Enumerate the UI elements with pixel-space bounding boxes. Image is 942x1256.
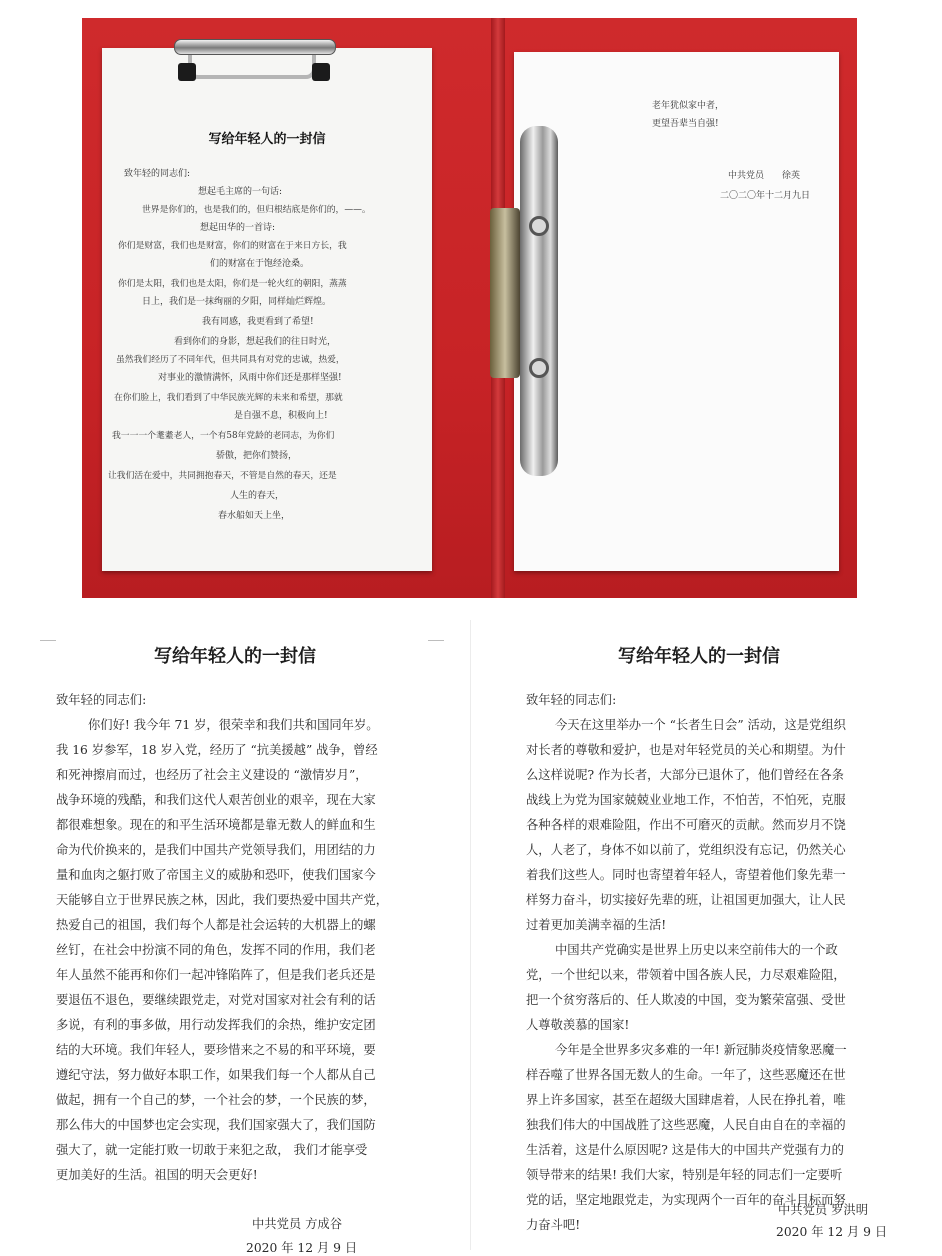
right-page-line: 样努力奋斗，切实接好先辈的班，让祖国更加强大，让人民 bbox=[526, 893, 846, 907]
right-page-line: 中国共产党确实是世界上历史以来空前伟大的一个政 bbox=[555, 943, 838, 957]
right-page-salutation: 致年轻的同志们: bbox=[526, 693, 617, 707]
right-page-title: 写给年轻人的一封信 bbox=[618, 646, 780, 667]
photo-line: 想起田华的一首诗: bbox=[200, 223, 276, 233]
photo-line: 你们是太阳，我们也是太阳，你们是一轮火红的朝阳，蒸蒸 bbox=[118, 279, 347, 289]
photo-line: 骄傲，把你们赞扬， bbox=[216, 451, 298, 461]
binder-clip bbox=[520, 126, 558, 476]
photo-line: 日上，我们是一抹绚丽的夕阳，同样灿烂辉煌。 bbox=[142, 297, 332, 307]
photo-line: 虽然我们经历了不同年代，但共同具有对党的忠诚，热爱， bbox=[116, 355, 345, 365]
photo-line: 看到你们的身影，想起我们的往日时光， bbox=[174, 337, 337, 347]
left-page-line: 你们好! 我今年 71 岁，很荣幸和我们共和国同年岁。 bbox=[88, 718, 379, 732]
photo-line: 你们是财富，我们也是财富，你们的财富在于来日方长，我 bbox=[118, 241, 347, 251]
photo-line: 我一一一个耄耋老人，一个有58年党龄的老同志，为你们 bbox=[112, 431, 335, 441]
right-page-line: 么这样说呢? 作为长者，大部分已退休了，他们曾经在各条 bbox=[526, 768, 844, 782]
left-page-title: 写给年轻人的一封信 bbox=[154, 646, 316, 667]
left-page-line: 都很难想象。现在的和平生活环境都是靠无数人的鲜血和生 bbox=[56, 818, 376, 832]
photo-line: 们的财富在于饱经沧桑。 bbox=[210, 259, 310, 269]
left-page-line: 热爱自己的祖国，我们每个人都是社会运转的大机器上的螺 bbox=[56, 918, 376, 932]
page-edge bbox=[40, 640, 56, 641]
page-divider bbox=[470, 620, 471, 1250]
binder-hole bbox=[529, 216, 549, 236]
photo-line: 更望吾辈当自强! bbox=[652, 119, 719, 129]
photo-line: 想起毛主席的一句话: bbox=[198, 187, 283, 197]
left-page-line: 做起，拥有一个自己的梦，一个社会的梦，一个民族的梦， bbox=[56, 1093, 376, 1107]
left-page-line: 强大了，就一定能打败一切敢于来犯之敌， 我们才能享受 bbox=[56, 1143, 368, 1157]
right-page-date: 2020 年 12 月 9 日 bbox=[776, 1225, 888, 1239]
left-page-signer: 中共党员 方成谷 bbox=[252, 1217, 342, 1231]
right-page-line: 独我们伟大的中国战胜了这些恶魔，人民自由自在的幸福的 bbox=[526, 1118, 846, 1132]
photo-left-sheet bbox=[102, 48, 432, 571]
right-page-line: 战线上为党为国家兢兢业业地工作，不怕苦，不怕死，克服 bbox=[526, 793, 846, 807]
right-page-line: 界上许多国家，甚至在超级大国肆虐着，人民在挣扎着，唯 bbox=[526, 1093, 846, 1107]
left-page-line: 更加美好的生活。祖国的明天会更好! bbox=[56, 1168, 258, 1182]
photo-line: 对事业的激情满怀，风雨中你们还是那样坚强! bbox=[158, 373, 342, 383]
photo-line: 在你们脸上，我们看到了中华民族光辉的未来和希望，那就 bbox=[114, 393, 343, 403]
left-page-line: 那么伟大的中国梦也定会实现，我们国家强大了，我们国防 bbox=[56, 1118, 376, 1132]
left-page-line: 结的大环境。我们年轻人，要珍惜来之不易的和平环境，要 bbox=[56, 1043, 376, 1057]
right-page-line: 党的话，坚定地跟党走，为实现两个一百年的奋斗目标而努 bbox=[526, 1193, 846, 1207]
right-page-line: 力奋斗吧! bbox=[526, 1218, 581, 1232]
right-page-line: 生活着，这是什么原因呢? 这是伟大的中国共产党强有力的 bbox=[526, 1143, 844, 1157]
left-page-line: 我 16 岁参军，18 岁入党，经历了 “抗美援越” 战争，曾经 bbox=[56, 743, 378, 757]
photo-right-sheet bbox=[514, 52, 839, 571]
left-page-line: 遵纪守法，努力做好本职工作，如果我们每一个人都从自己 bbox=[56, 1068, 376, 1082]
left-page-line: 命为代价换来的，是我们中国共产党领导我们，用团结的力 bbox=[56, 843, 376, 857]
right-page-line: 人，人老了，身体不如以前了，党组织没有忘记，仍然关心 bbox=[526, 843, 846, 857]
right-page-line: 样吞噬了世界各国无数人的生命。一年了，这些恶魔还在世 bbox=[526, 1068, 846, 1082]
binder-plate bbox=[490, 208, 520, 378]
right-page-line: 着我们这些人。同时也寄望着年轻人，寄望着他们象先辈一 bbox=[526, 868, 846, 882]
right-page-line: 对长者的尊敬和爱护，也是对年轻党员的关心和期望。为什 bbox=[526, 743, 846, 757]
left-page-date: 2020 年 12 月 9 日 bbox=[246, 1241, 358, 1255]
right-page-line: 党，一个世纪以来，带领着中国各族人民，力尽艰难险阻， bbox=[526, 968, 846, 982]
right-page-line: 把一个贫穷落后的、任人欺凌的中国，变为繁荣富强、受世 bbox=[526, 993, 846, 1007]
photo-line: 让我们活在爱中，共同拥抱春天，不管是自然的春天，还是 bbox=[108, 471, 337, 481]
left-page-line: 量和血肉之躯打败了帝国主义的威胁和恐吓，使我们国家今 bbox=[56, 868, 376, 882]
left-page-line: 多说，有利的事多做，用行动发挥我们的余热，维护安定团 bbox=[56, 1018, 376, 1032]
left-page-line: 和死神擦肩而过，也经历了社会主义建设的 “激情岁月”， bbox=[56, 768, 368, 782]
right-page-line: 今天在这里举办一个 “长者生日会” 活动，这是党组织 bbox=[555, 718, 846, 732]
clipboard-clip bbox=[174, 39, 334, 79]
right-page-line: 各种各样的艰难险阻，作出不可磨灭的贡献。然而岁月不饶 bbox=[526, 818, 846, 832]
photo-line: 春水船如天上坐， bbox=[218, 511, 291, 521]
photo-left-title: 写给年轻人的一封信 bbox=[208, 132, 326, 147]
right-page-line: 人尊敬羡慕的国家! bbox=[526, 1018, 630, 1032]
left-page-line: 年人虽然不能再和你们一起冲锋陷阵了，但是我们老兵还是 bbox=[56, 968, 376, 982]
left-page-line: 要退伍不退色，要继续跟党走，对党对国家对社会有利的话 bbox=[56, 993, 376, 1007]
left-page-line: 天能够自立于世界民族之林，因此，我们要热爱中国共产党， bbox=[56, 893, 389, 907]
left-page-line: 战争环境的残酷，和我们这代人艰苦创业的艰辛，现在大家 bbox=[56, 793, 376, 807]
left-page-line: 丝钉，在社会中扮演不同的角色，发挥不同的作用，我们老 bbox=[56, 943, 376, 957]
photo-date: 二〇二〇年十二月九日 bbox=[720, 191, 811, 201]
right-page-signer: 中共党员 罗洪明 bbox=[778, 1203, 868, 1217]
right-page-line: 过着更加美满幸福的生活! bbox=[526, 918, 667, 932]
photo-signer: 中共党员 徐英 bbox=[728, 171, 801, 181]
binder-hole bbox=[529, 358, 549, 378]
photo-line: 我有同感，我更看到了希望! bbox=[202, 317, 314, 327]
photo-line: 是自强不息，积极向上! bbox=[234, 411, 328, 421]
folder-photo bbox=[82, 18, 857, 598]
photo-line: 致年轻的同志们: bbox=[124, 169, 191, 179]
photo-line: 老年犹似家中者， bbox=[652, 101, 725, 111]
page-edge bbox=[428, 640, 444, 641]
photo-line: 人生的春天， bbox=[230, 491, 285, 501]
right-page-line: 今年是全世界多灾多难的一年! 新冠肺炎疫情象恶魔一 bbox=[555, 1043, 847, 1057]
photo-line: 世界是你们的，也是我们的，但归根结底是你们的，——。 bbox=[142, 205, 371, 215]
right-page-line: 领导带来的结果! 我们大家，特别是年轻的同志们一定要听 bbox=[526, 1168, 843, 1182]
left-page-salutation: 致年轻的同志们: bbox=[56, 693, 147, 707]
